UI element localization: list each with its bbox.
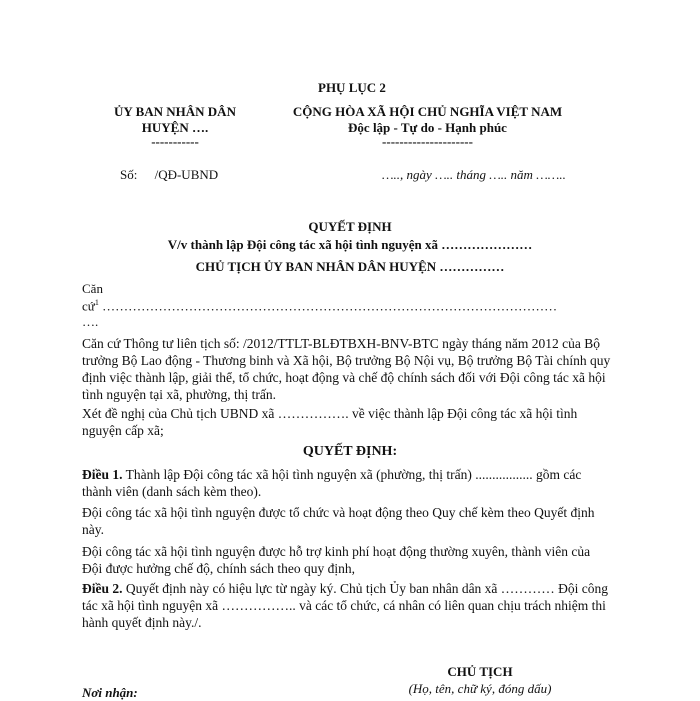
signer-note: (Họ, tên, chữ ký, đóng dấu) [408,681,552,696]
issuing-authority-rule: ----------- [151,134,199,149]
article-2-text: Quyết định này có hiệu lực từ ngày ký. Chủ tịch Ủy ban nhân dân xã ………… Đội công tác xã hội tình nguyện xã …………….. và các tổ chức, cá nhân có liên quan chịu trách nhiệm thi hành quyết định này./. [82,581,609,630]
article-1 [82,466,612,500]
national-motto [275,104,580,148]
number-label: Số: [120,167,138,182]
article-1-text: Thành lập Đội công tác xã hội tình nguyện xã (phường, thị trấn) ................. gồm các thành viên (danh sách kèm theo). [82,467,582,499]
footnote-marker: 1 [94,298,99,307]
article-2-label: Điều 2. [82,581,123,596]
signer-title: CHỦ TỊCH [447,664,513,679]
article-2 [82,580,612,631]
basis-1-dots: …………………………………………………………………………………………… [102,298,558,314]
motto-line: Độc lập - Tự do - Hạnh phúc [348,120,507,135]
appendix-title: PHỤ LỤC 2 [318,80,386,95]
operation-paragraph: Đội công tác xã hội tình nguyện được tổ chức và hoạt động theo Quy chế kèm theo Quyết định này. [82,505,595,537]
number-value: /QĐ-UBND [154,167,219,182]
issuing-authority-line2: HUYỆN …. [141,120,209,135]
decision-subject: V/v thành lập Đội công tác xã hội tình nguyện xã ………………… [167,237,533,252]
decision-heading: QUYẾT ĐỊNH: [302,444,398,459]
basis-1-line [82,298,617,314]
funding-paragraph: Đội công tác xã hội tình nguyện được hỗ trợ kinh phí hoạt động thường xuyên, thành viên của Đội được hưởng chế độ, chính sách theo quy định, [82,544,591,576]
basis-1-word1: Căn [82,281,103,296]
decision-authority: CHỦ TỊCH ỦY BAN NHÂN DÂN HUYỆN …………… [195,259,505,274]
issuing-authority [100,104,250,148]
basis-1-word2: cứ [82,298,95,314]
recipients-label: Nơi nhận: [82,685,138,700]
basis-2-paragraph: Căn cứ Thông tư liên tịch số: /2012/TTLT-BLĐTBXH-BNV-BTC ngày tháng năm 2012 của Bộ trưởng Bộ Lao động - Thương binh và Xã hội, Bộ trưởng Bộ Nội vụ, Bộ trưởng Bộ Tài chính quy định việc thành lập, giải thể, tổ chức, hoạt động và chế độ chính sách đối với Đội công tác xã hội tình nguyện tại xã, phường, thị trấn. [82,336,611,402]
basis-1-tail: …. [82,314,99,329]
issuing-authority-line1: ỦY BAN NHÂN DÂN [114,104,236,119]
date-line: ….., ngày ….. tháng ….. năm …….. [382,167,566,182]
motto-rule: --------------------- [382,134,473,149]
national-name: CỘNG HÒA XÃ HỘI CHỦ NGHĨA VIỆT NAM [292,104,563,119]
decision-title: QUYẾT ĐỊNH [308,219,392,234]
proposal-paragraph: Xét đề nghị của Chủ tịch UBND xã ……………. về việc thành lập Đội công tác xã hội tình nguyện cấp xã; [82,406,578,438]
article-1-label: Điều 1. [82,467,123,482]
document-number [120,167,218,183]
